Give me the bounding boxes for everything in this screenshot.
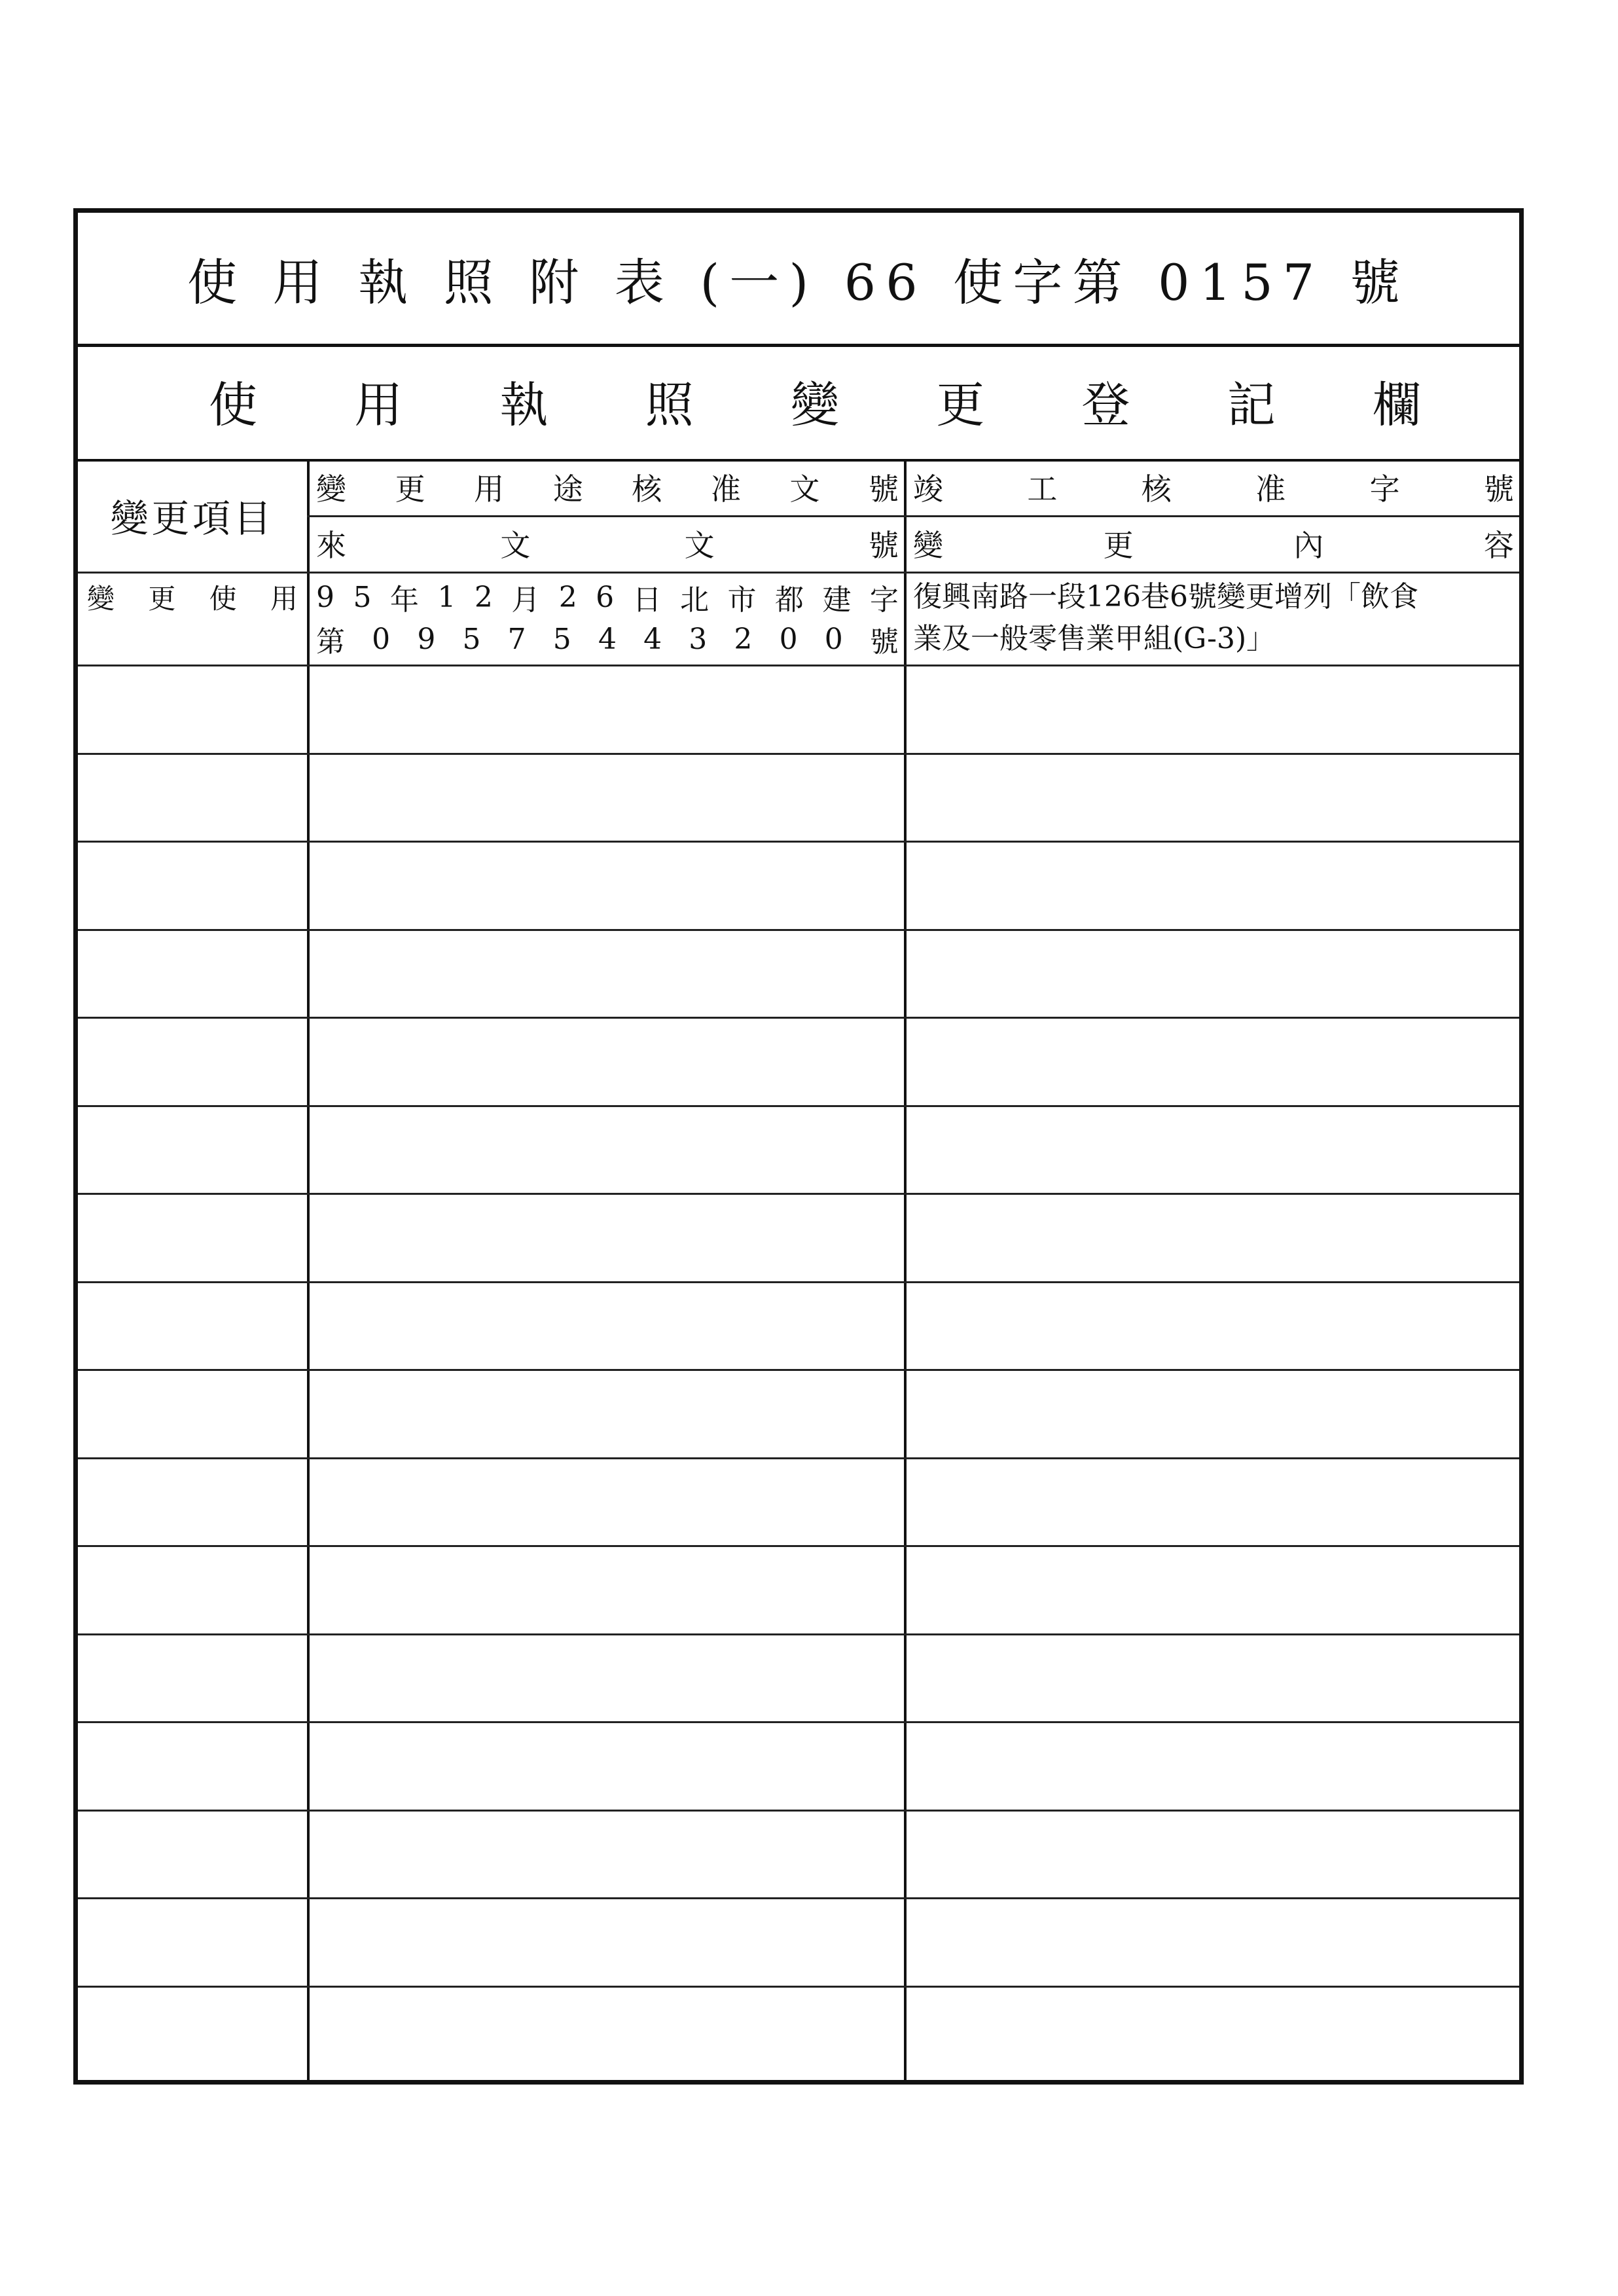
header-change-item: 變更項目 — [110, 496, 275, 541]
header-approval-no-char: 更 — [395, 471, 425, 507]
entry-doc-line1-char: 2 — [474, 580, 493, 614]
table-row-line — [78, 1721, 1519, 1723]
header-approval-no — [316, 459, 899, 515]
table-row-line — [78, 1369, 1519, 1371]
entry-doc-line2-char: 3 — [689, 622, 708, 656]
entry-doc-line1-char: 6 — [596, 580, 615, 614]
form-title: 使 用 執 照 附 表 (一) 66 使字第 0157 號 — [187, 253, 1410, 312]
subtitle-char: 執 — [499, 377, 548, 433]
entry-item-char: 更 — [148, 583, 176, 615]
entry-doc-line2-char: 0 — [824, 622, 843, 656]
entry-doc-line2-char: 0 — [779, 622, 798, 656]
header-completion-no-char: 字 — [1369, 471, 1400, 507]
subtitle-char: 使 — [209, 377, 257, 433]
table-row-line — [78, 1545, 1519, 1547]
header-completion-no-char: 竣 — [913, 471, 943, 507]
entry-doc-line2-char: 2 — [734, 622, 753, 656]
entry-content-line1: 復興南路一段126巷6號變更增列「飲食 — [913, 580, 1418, 613]
entry-item-char: 用 — [270, 583, 298, 615]
header-completion-no-char: 准 — [1255, 471, 1286, 507]
header-change-content-char: 變 — [913, 528, 943, 563]
header-incoming-no-char: 來 — [316, 528, 346, 563]
header-approval-no-char: 用 — [474, 471, 505, 507]
entry-doc-line2-char: 9 — [417, 622, 436, 656]
header-approval-no-char: 途 — [552, 471, 583, 507]
header-incoming-no-char: 文 — [500, 528, 531, 563]
table-row-line — [78, 1105, 1519, 1107]
subtitle-char: 變 — [791, 377, 839, 433]
entry-doc-line2-char: 0 — [372, 622, 391, 656]
table-row-line — [78, 1281, 1519, 1283]
table-row-line — [78, 841, 1519, 843]
table-row-line — [78, 1633, 1519, 1635]
entry-content-line2: 業及一般零售業甲組(G-3)」 — [913, 622, 1276, 655]
subtitle-char: 登 — [1081, 377, 1130, 433]
entry-doc-line2 — [316, 619, 899, 659]
entry-item-char: 使 — [209, 583, 237, 615]
table-row-line — [78, 1810, 1519, 1812]
entry-doc-line2-char: 號 — [869, 625, 899, 659]
subtitle-char: 記 — [1227, 377, 1276, 433]
registration-form — [73, 208, 1524, 2085]
entry-doc-line2-char: 4 — [643, 622, 662, 656]
entry-doc-line1-char: 北 — [680, 583, 710, 617]
divider-vertical-1 — [307, 459, 310, 2080]
entry-bottom-line — [78, 665, 1519, 666]
subtitle-char: 欄 — [1373, 377, 1421, 433]
table-row-line — [78, 1986, 1519, 1988]
header-bottom-line — [78, 572, 1519, 574]
header-approval-no-char: 變 — [316, 471, 346, 507]
table-row-line — [78, 929, 1519, 931]
header-change-content-char: 容 — [1483, 528, 1514, 563]
entry-doc-line1-char: 1 — [437, 580, 456, 614]
divider-vertical-2 — [904, 459, 907, 2080]
entry-doc-line1-char: 日 — [632, 583, 662, 617]
entry-doc-line2-char: 5 — [552, 622, 571, 656]
header-completion-no-char: 工 — [1027, 471, 1058, 507]
header-approval-no-char: 文 — [789, 471, 820, 507]
entry-doc-line1-char: 建 — [822, 583, 852, 617]
table-row-line — [78, 1017, 1519, 1019]
header-incoming-no-char: 號 — [868, 528, 899, 563]
header-approval-no-char: 號 — [868, 471, 899, 507]
table-row-line — [78, 1193, 1519, 1195]
header-approval-no-char: 准 — [710, 471, 741, 507]
entry-item — [87, 577, 298, 617]
header-completion-no-char: 號 — [1483, 471, 1514, 507]
entry-doc-line1-char: 字 — [869, 583, 899, 617]
entry-doc-line2-char: 第 — [316, 625, 345, 659]
header-completion-no — [913, 459, 1514, 515]
subtitle-char: 照 — [645, 377, 694, 433]
entry-doc-line2-char: 5 — [462, 622, 481, 656]
entry-doc-line1-char: 5 — [353, 580, 372, 614]
header-approval-no-char: 核 — [632, 471, 662, 507]
entry-doc-line2-char: 7 — [507, 622, 526, 656]
entry-doc-line1-char: 2 — [558, 580, 577, 614]
table-row-line — [78, 1457, 1519, 1459]
entry-doc-line1-char: 年 — [389, 583, 419, 617]
entry-doc-line1-char: 9 — [316, 580, 334, 614]
entry-doc-line1 — [316, 577, 899, 617]
header-change-content — [913, 515, 1514, 572]
header-change-content-char: 內 — [1293, 528, 1324, 563]
header-change-content-char: 更 — [1103, 528, 1134, 563]
entry-item-char: 變 — [87, 583, 115, 615]
form-title-row — [78, 213, 1519, 347]
entry-doc-line1-char: 都 — [774, 583, 804, 617]
form-subtitle — [78, 367, 1519, 436]
entry-doc-line1-char: 月 — [511, 583, 541, 617]
header-completion-no-char: 核 — [1141, 471, 1172, 507]
form-subtitle-row — [78, 344, 1519, 462]
header-incoming-no-char: 文 — [684, 528, 715, 563]
header-incoming-no — [316, 515, 899, 572]
subtitle-char: 用 — [354, 377, 403, 433]
table-row-line — [78, 1897, 1519, 1899]
subtitle-char: 更 — [936, 377, 985, 433]
entry-doc-line1-char: 市 — [727, 583, 757, 617]
entry-doc-line2-char: 4 — [598, 622, 617, 656]
table-row-line — [78, 753, 1519, 755]
